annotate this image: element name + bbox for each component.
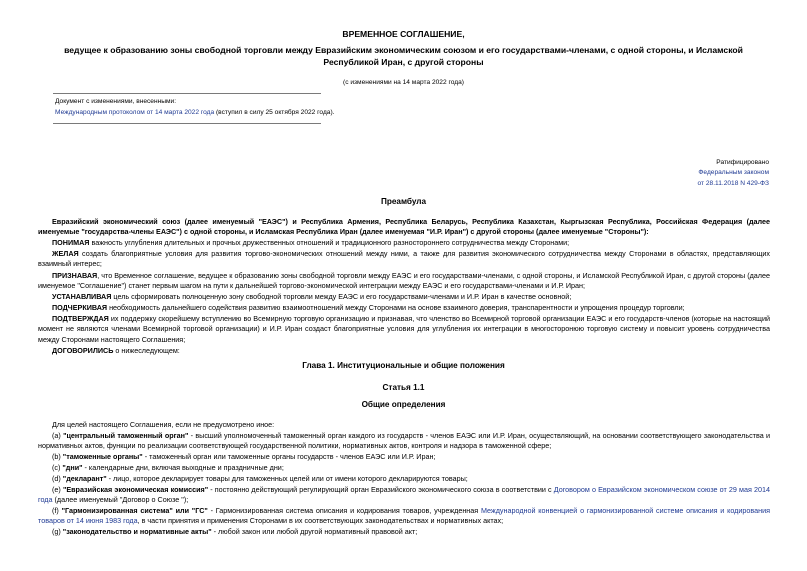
hs-convention-link[interactable]: Международной конвенцией о гармонизированной системе описания и кодирования товаров от 14 июня 1983 года bbox=[38, 506, 770, 526]
changes-bottom-divider bbox=[53, 123, 321, 124]
changes-label: Документ с изменениями, внесенными: bbox=[55, 98, 177, 105]
preamble-paragraph: ЖЕЛАЯ создать благоприятные условия для развития торгово-экономических отношений между ними, а также для развития экономического сотрудничества между Сторонами в областях, представляющих взаимный интерес; bbox=[38, 249, 770, 269]
ratification-block bbox=[697, 158, 769, 189]
definition-item: (b) "таможенные органы" - таможенный орган или таможенные органы государств - членов ЕАЭС или И.Р. Иран; bbox=[52, 452, 436, 461]
preamble-paragraph: ДОГОВОРИЛИСЬ о нижеследующем: bbox=[52, 346, 180, 355]
preamble-paragraph: ПОДЧЕРКИВАЯ необходимость дальнейшего содействия развитию взаимоотношений между Сторонами на основе взаимного доверия, транспарентности и упрощения процедур торговли; bbox=[52, 303, 685, 312]
changes-top-divider bbox=[53, 93, 321, 94]
document-subtitle-line2: Республикой Иран, с другой стороны bbox=[323, 57, 484, 67]
article-title: Общие определения bbox=[361, 400, 446, 409]
federal-law-date-link[interactable]: от 28.11.2018 N 429-ФЗ bbox=[697, 179, 769, 187]
definition-item: (e) "Евразийская экономическая комиссия" - постоянно действующий регулирующий орган Евразийского экономического союза в соответствии с Договором о Евразийском экономическом союзе от 29 мая 2014 года (далее именуемый "Договор о Союзе "); bbox=[38, 485, 771, 505]
amending-protocol-link[interactable]: Международным протоколом от 14 марта 2022 года bbox=[55, 109, 215, 116]
definition-item: (c) "дни" - календарные дни, включая выходные и праздничные дни; bbox=[52, 463, 284, 472]
federal-law-link[interactable]: Федеральным законом bbox=[698, 169, 769, 177]
amendments-note: (с изменениями на 14 марта 2022 года) bbox=[343, 79, 464, 86]
document-title: ВРЕМЕННОЕ СОГЛАШЕНИЕ, bbox=[342, 29, 465, 39]
eaeu-treaty-link[interactable]: Договором о Евразийском экономическом союзе от 29 мая 2014 года bbox=[38, 485, 771, 505]
preamble-paragraph: ПОНИМАЯ важность углубления длительных и прочных дружественных отношений и традиционного разностороннего сотрудничества между Сторонами; bbox=[52, 238, 570, 247]
changes-line bbox=[55, 108, 335, 118]
preamble-paragraph: ПОДТВЕРЖДАЯ их поддержку скорейшему вступлению во Всемирную торговую организацию и признавая, что членство во Всемирной торговой организации ЕАЭС и его государств-членов (которые на настоящий момент не являются членами Всемирной торговой организации) и И.Р. Иран создаст благоприятные условия для углубления их интеграции в многосторонюю торговую систему и повысит уровень сотрудничества между Сторонами настоящего Соглашения; bbox=[38, 314, 770, 344]
definition-item: (d) "декларант" - лицо, которое декларирует товары для таможенных целей или от имени которого декларируются товары; bbox=[52, 474, 468, 483]
article-number: Статья 1.1 bbox=[382, 383, 425, 392]
definition-item: (а) "центральный таможенный орган" - высший уполномоченный таможенный орган каждого из государств - членов ЕАЭС или И.Р. Иран, осуществляющий, на основании соответствующего законодательства и нормативных актов, функции по реализации соответствующей государственной политики, нормативных актов, контроля и надзора в таможенной сфере; bbox=[38, 431, 770, 451]
ratification-label: Ратифицировано bbox=[716, 159, 769, 166]
definition-item: (f) "Гармонизированная система" или "ГС" - Гармонизированная система описания и кодирования товаров, учрежденная Международной конвенцией о гармонизированной системе описания и кодирования товаров от 14 июня 1983 года, в части принятия и применения Сторонами в их соответствующих законодательствах и нормативных актах; bbox=[38, 506, 770, 526]
article-intro: Для целей настоящего Соглашения, если не предусмотрено иное: bbox=[52, 420, 275, 429]
preamble-heading: Преамбула bbox=[380, 197, 427, 206]
preamble-paragraph: ПРИЗНАВАЯ, что Временное соглашение, ведущее к образованию зоны свободной торговли между ЕАЭС и его государствами-членами, с одной стороны, и Исламской Республикой Иран, с другой стороны (далее именуемое "Соглашение") станет первым шагом на пути к дальнейшей торгово-экономической интеграции между ЕАЭС и его государствами-членами и И.Р. Иран; bbox=[38, 271, 770, 291]
definition-item: (g) "законодательство и нормативные акты" - любой закон или любой другой нормативный правовой акт; bbox=[52, 527, 418, 536]
chapter-heading: Глава 1. Институциональные и общие положения bbox=[302, 361, 505, 370]
document-subtitle-line1: ведущее к образованию зоны свободной торговли между Евразийским экономическим союзом и его государствами-членами, с одной стороны, и Исламской bbox=[64, 45, 743, 55]
changes-effective-note: (вступил в силу 25 октября 2022 года). bbox=[215, 109, 335, 116]
preamble-intro: Евразийский экономический союз (далее именуемый "ЕАЭС") и Республика Армения, Республика Беларусь, Республика Казахстан, Кыргызская Республика, Российская Федерация (далее именуемые "государства-члены ЕАЭС") с одной стороны, и Исламская Республика Иран (далее именуемая "И.Р. Иран") с другой стороны (далее именуемые "Стороны"): bbox=[38, 217, 770, 237]
preamble-paragraph: УСТАНАВЛИВАЯ цель сформировать полноценную зону свободной торговли между ЕАЭС и его государствами-членами и И.Р. Иран в качестве основной; bbox=[52, 292, 572, 301]
